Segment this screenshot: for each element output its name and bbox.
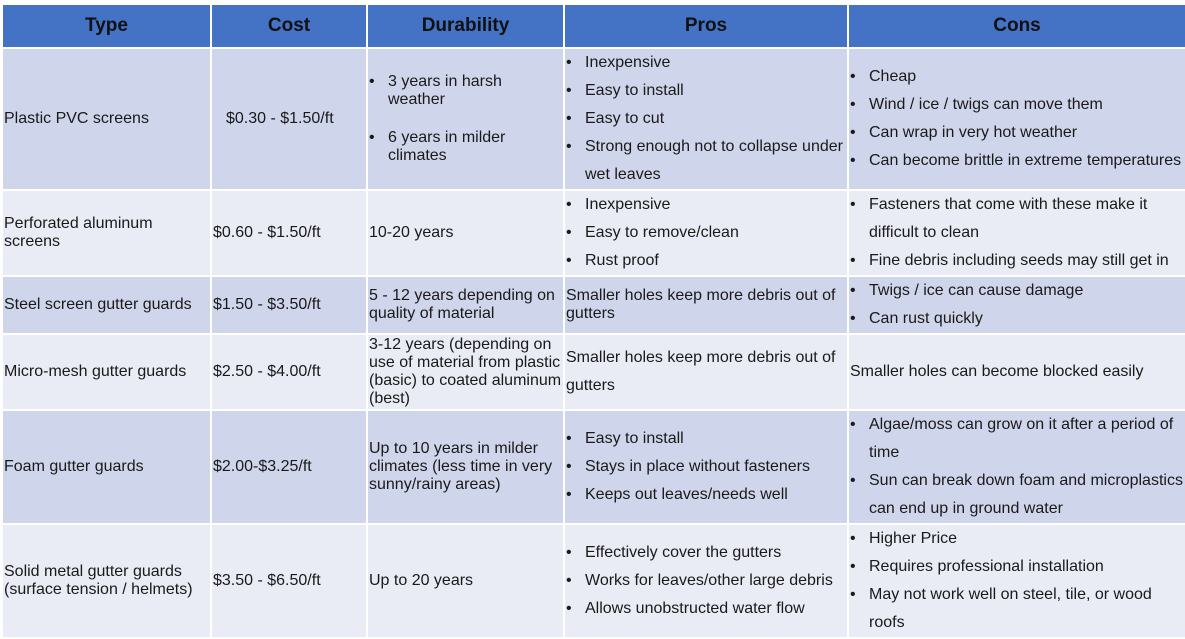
cell-durability: Up to 10 years in milder climates (less time in very sunny/rainy areas) (367, 410, 564, 524)
list-item: • Easy to install (566, 77, 847, 105)
list-item: • Fine debris including seeds may still get in (850, 247, 1185, 275)
cell-cost: $2.00-$3.25/ft (211, 410, 367, 524)
pros-list (566, 191, 847, 275)
cell-pros: Smaller holes keep more debris out of gutters (564, 276, 848, 334)
cons-list (850, 277, 1185, 333)
cell-durability: Up to 20 years (367, 524, 564, 638)
cell-durability: 10-20 years (367, 190, 564, 276)
cons-list (850, 525, 1185, 637)
list-item: • Effectively cover the gutters (566, 539, 847, 567)
list-item: • May not work well on steel, tile, or wood roofs (850, 581, 1185, 637)
list-item: • Keeps out leaves/needs well (566, 481, 847, 509)
list-item: • 6 years in milder climates (369, 129, 563, 165)
cell-cons (848, 48, 1185, 190)
cell-cost: $0.60 - $1.50/ft (211, 190, 367, 276)
cell-cost: $3.50 - $6.50/ft (211, 524, 367, 638)
cell-durability: 3-12 years (depending on use of material from plastic (basic) to coated aluminum (best) (367, 334, 564, 410)
list-item: • Can rust quickly (850, 305, 1185, 333)
list-item: • Requires professional installation (850, 553, 1185, 581)
cell-durability (367, 48, 564, 190)
list-item: • Can become brittle in extreme temperatures (850, 147, 1185, 175)
cell-cons (848, 524, 1185, 638)
cons-list (850, 63, 1185, 175)
list-item: • Twigs / ice can cause damage (850, 277, 1185, 305)
list-item: • Can wrap in very hot weather (850, 119, 1185, 147)
cell-pros (564, 524, 848, 638)
cell-cost: $0.30 - $1.50/ft (211, 48, 367, 190)
cons-list (850, 411, 1185, 523)
table-row (2, 334, 1185, 410)
header-row (2, 4, 1185, 48)
list-item: • Sun can break down foam and microplastics can end up in ground water (850, 467, 1185, 523)
pros-list (566, 49, 847, 189)
list-item: • Works for leaves/other large debris (566, 567, 847, 595)
list-item: • Strong enough not to collapse under wet leaves (566, 133, 847, 189)
cell-durability: 5 - 12 years depending on quality of material (367, 276, 564, 334)
pros-list (566, 425, 847, 509)
header-pros: Pros (564, 4, 848, 48)
cell-type: Micro-mesh gutter guards (2, 334, 211, 410)
table-row (2, 410, 1185, 524)
cell-type: Perforated aluminum screens (2, 190, 211, 276)
cons-list (850, 191, 1185, 275)
list-item: • Cheap (850, 63, 1185, 91)
cell-type: Solid metal gutter guards (surface tension / helmets) (2, 524, 211, 638)
cell-pros (564, 48, 848, 190)
list-item: • Easy to cut (566, 105, 847, 133)
table-row (2, 524, 1185, 638)
cell-cons (848, 410, 1185, 524)
pros-list (566, 539, 847, 623)
cell-pros: Smaller holes keep more debris out of gutters (564, 334, 848, 410)
list-item: • Rust proof (566, 247, 847, 275)
durability-list (369, 73, 563, 165)
cell-pros (564, 190, 848, 276)
header-cons: Cons (848, 4, 1185, 48)
list-item: • Higher Price (850, 525, 1185, 553)
table-row (2, 48, 1185, 190)
table-row (2, 190, 1185, 276)
cell-cost: $2.50 - $4.00/ft (211, 334, 367, 410)
cell-cons (848, 276, 1185, 334)
cell-cons: Smaller holes can become blocked easily (848, 334, 1185, 410)
cell-type: Foam gutter guards (2, 410, 211, 524)
list-item: • Inexpensive (566, 49, 847, 77)
cell-type: Steel screen gutter guards (2, 276, 211, 334)
list-item: • Inexpensive (566, 191, 847, 219)
cell-cons (848, 190, 1185, 276)
list-item: • Easy to remove/clean (566, 219, 847, 247)
cell-type: Plastic PVC screens (2, 48, 211, 190)
cell-cost: $1.50 - $3.50/ft (211, 276, 367, 334)
gutter-guard-comparison-table (1, 3, 1185, 639)
list-item: • 3 years in harsh weather (369, 73, 563, 109)
header-durability: Durability (367, 4, 564, 48)
list-item: • Algae/moss can grow on it after a period of time (850, 411, 1185, 467)
table-row (2, 276, 1185, 334)
header-type: Type (2, 4, 211, 48)
list-item: • Wind / ice / twigs can move them (850, 91, 1185, 119)
list-item: • Fasteners that come with these make it difficult to clean (850, 191, 1185, 247)
cell-pros (564, 410, 848, 524)
list-item: • Easy to install (566, 425, 847, 453)
list-item: • Stays in place without fasteners (566, 453, 847, 481)
header-cost: Cost (211, 4, 367, 48)
list-item: • Allows unobstructed water flow (566, 595, 847, 623)
